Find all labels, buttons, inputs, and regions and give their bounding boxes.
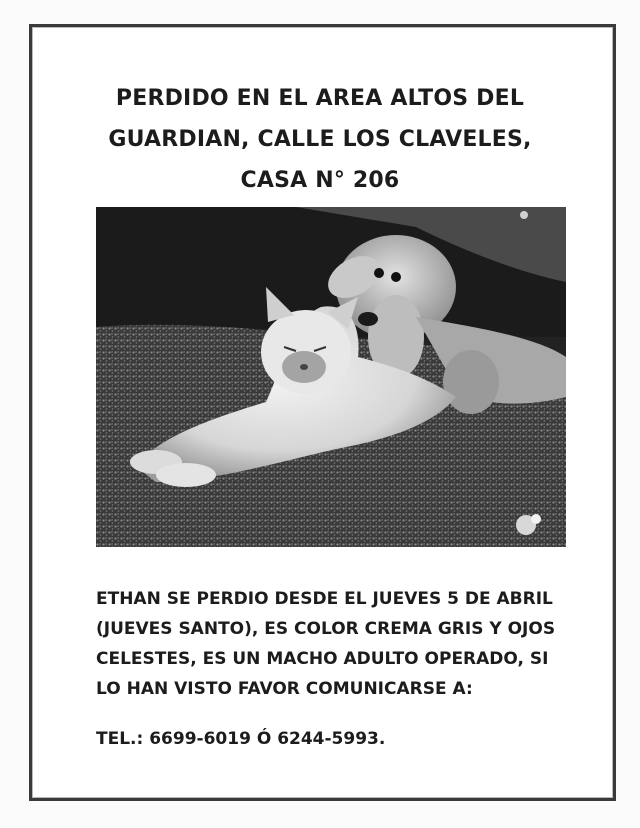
flyer-title	[60, 78, 580, 201]
title-line-3: CASA N° 206	[240, 168, 400, 193]
cat-photo	[96, 207, 566, 547]
description-line-2: (JUEVES SANTO), ES COLOR CREMA GRIS Y OJOS	[96, 619, 556, 639]
description-line-1: ETHAN SE PERDIO DESDE EL JUEVES 5 DE ABRIL	[96, 589, 553, 609]
description-line-4: LO HAN VISTO FAVOR COMUNICARSE A:	[96, 679, 473, 699]
description-paragraph	[96, 584, 596, 704]
title-line-1: PERDIDO EN EL AREA ALTOS DEL	[115, 86, 525, 111]
title-line-2: GUARDIAN, CALLE LOS CLAVELES,	[108, 127, 532, 152]
contact-phone: TEL.: 6699-6019 Ó 6244-5993.	[96, 729, 386, 749]
description-line-3: CELESTES, ES UN MACHO ADULTO OPERADO, SI	[96, 649, 549, 669]
